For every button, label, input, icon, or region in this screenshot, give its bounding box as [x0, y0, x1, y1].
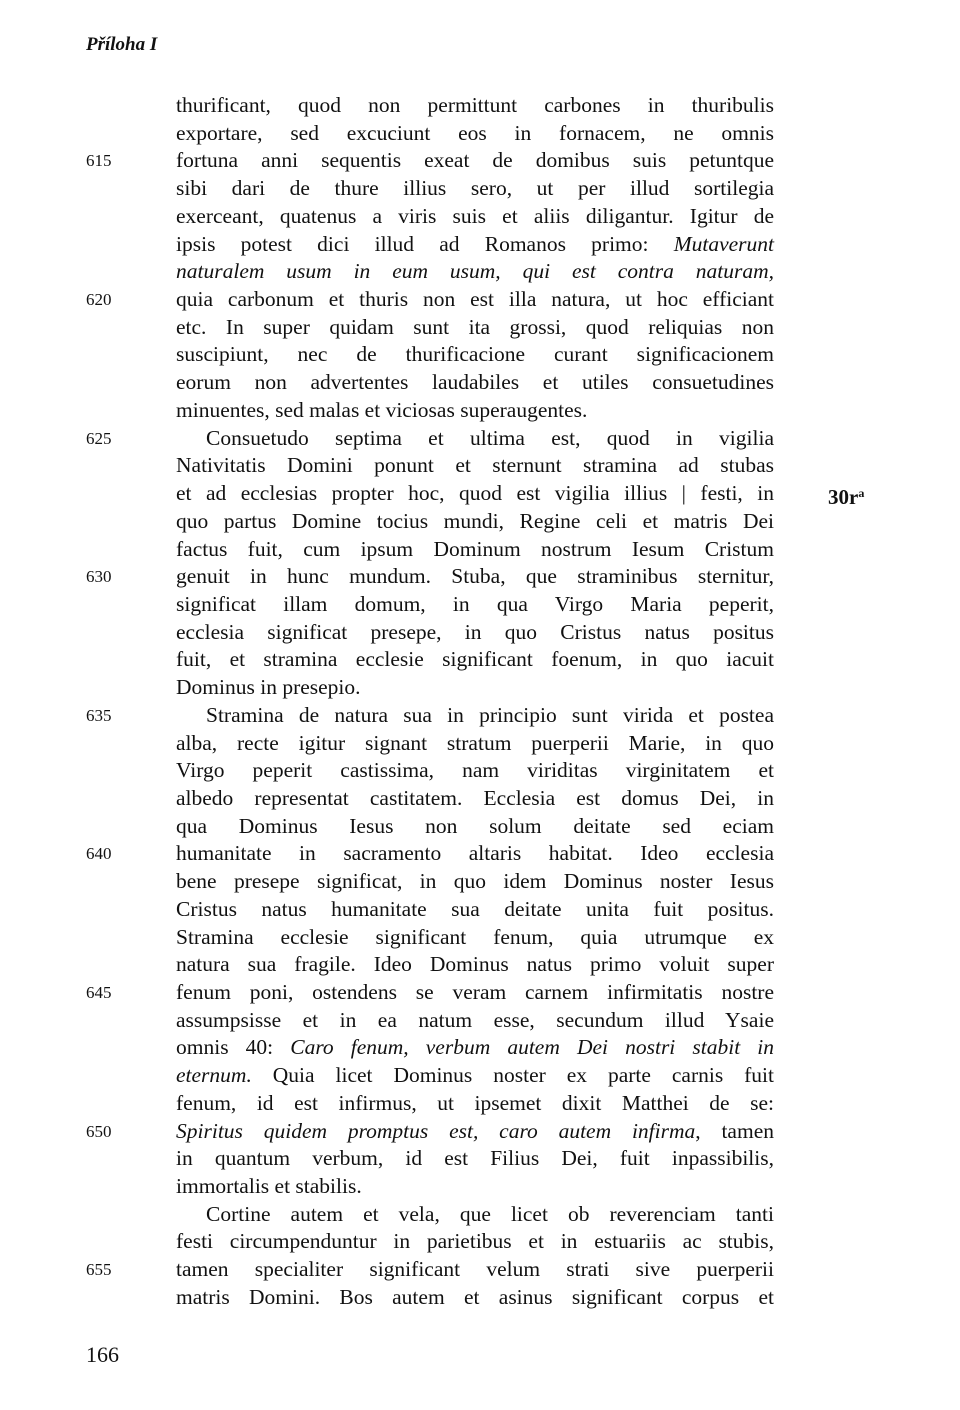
- text-segment: et ad ecclesias propter hoc, quod est vigilia illius | festi, in: [176, 481, 774, 506]
- line-number: 620: [86, 290, 112, 310]
- italic-quote: Caro fenum, verbum autem Dei nostri stabit in: [290, 1035, 774, 1060]
- text-line: [176, 147, 774, 175]
- text-line: [176, 591, 774, 619]
- text-segment: Consuetudo septima et ultima est, quod in vigilia: [206, 425, 774, 450]
- text-line: [176, 1228, 774, 1256]
- text-segment: in quantum verbum, id est Filius Dei, fuit inpassibilis,: [176, 1146, 774, 1171]
- text-segment: quia carbonum et thuris non est illa natura, ut hoc efficiant: [176, 287, 774, 312]
- line-number: 630: [86, 567, 112, 587]
- text-segment: Nativitatis Domini ponunt et sternunt stramina ad stubas: [176, 453, 774, 478]
- text-line: [176, 730, 774, 758]
- text-segment: Stramina de natura sua in principio sunt virida et postea: [206, 702, 774, 727]
- text-segment: Stramina ecclesie significant fenum, quia utrumque ex: [176, 924, 774, 949]
- text-line: [176, 674, 774, 702]
- text-line: [176, 508, 774, 536]
- text-segment: assumpsisse et in ea natum esse, secundum illud Ysaie: [176, 1007, 774, 1032]
- italic-quote: Spiritus quidem promptus est, caro autem infirma: [176, 1118, 696, 1143]
- text-segment: ecclesia significat presepe, in quo Cristus natus positus: [176, 619, 774, 644]
- line-number: 615: [86, 151, 112, 171]
- text-line: [176, 702, 774, 730]
- text-segment: immortalis et stabilis.: [176, 1174, 362, 1199]
- text-segment: etc. In super quidam sunt ita grossi, quod reliquias non: [176, 314, 774, 339]
- text-line: [176, 951, 774, 979]
- text-segment: fenum poni, ostendens se veram carnem infirmitatis nostre: [176, 980, 774, 1004]
- folio-sup: a: [858, 486, 865, 501]
- text-line: [176, 1062, 774, 1090]
- text-line: [176, 175, 774, 203]
- text-line: [176, 480, 774, 508]
- text-line: [176, 231, 774, 259]
- text-segment: fuit, et stramina ecclesie significant foenum, in quo iacuit: [176, 647, 774, 672]
- text-segment: ipsis potest dici illud ad Romanos primo:: [176, 231, 674, 256]
- text-line: [176, 1145, 774, 1173]
- text-line: [176, 1034, 774, 1062]
- page-number: 166: [86, 1342, 119, 1367]
- italic-quote: Mutaverunt: [673, 231, 774, 256]
- text-line: [176, 536, 774, 564]
- text-segment: Cristus natus humanitate sua deitate unita fuit positus.: [176, 896, 774, 921]
- text-segment: albedo representat castitatem. Ecclesia est domus Dei, in: [176, 785, 774, 810]
- text-line: [176, 258, 774, 286]
- text-line: [176, 120, 774, 148]
- text-segment: Dominus in presepio.: [176, 675, 361, 700]
- text-segment: fenum, id est infirmus, ut ipsemet dixit Matthei de se:: [176, 1090, 774, 1115]
- text-segment: exerceant, quatenus a viris suis et aliis diligantur. Igitur de: [176, 203, 774, 228]
- text-segment: exportare, sed excuciunt eos in fornacem, ne omnis: [176, 120, 774, 145]
- line-number: 655: [86, 1260, 112, 1280]
- text-segment: omnis 40:: [176, 1035, 291, 1060]
- text-line: [176, 979, 774, 1007]
- text-segment: bene presepe significat, in quo idem Dominus noster Iesus: [176, 869, 774, 894]
- text-line: [176, 785, 774, 813]
- text-segment: suscipiunt, nec de thurificacione curant significacionem: [176, 342, 774, 367]
- text-segment: natura sua fragile. Ideo Dominus natus primo voluit super: [176, 952, 774, 977]
- text-line: [176, 1256, 774, 1284]
- text-segment: Quia licet Dominus noster ex parte carnis fuit: [251, 1063, 774, 1088]
- text-line: [176, 563, 774, 591]
- text-segment: factus fuit, cum ipsum Dominum nostrum Iesum Cristum: [176, 536, 774, 561]
- text-segment: matris Domini. Bos autem et asinus significant corpus et: [176, 1284, 774, 1309]
- text-line: [176, 1090, 774, 1118]
- text-segment: thurificant, quod non permittunt carbones in thuribulis: [176, 93, 774, 117]
- text-line: [176, 840, 774, 868]
- line-number: 640: [86, 844, 112, 864]
- line-number: 635: [86, 705, 112, 725]
- text-line: [176, 1007, 774, 1035]
- text-line: [176, 1173, 774, 1201]
- text-line: [176, 369, 774, 397]
- line-number: 625: [86, 428, 112, 448]
- text-line: [176, 1284, 774, 1312]
- text-segment: Virgo peperit castissima, nam viriditas virginitatem et: [176, 758, 774, 783]
- text-line: [176, 452, 774, 480]
- text-line: [176, 286, 774, 314]
- running-head: Příloha I: [86, 34, 158, 55]
- text-segment: , tamen: [695, 1118, 774, 1143]
- text-segment: Cortine autem et vela, que licet ob reverenciam tanti: [206, 1201, 774, 1226]
- text-line: [176, 203, 774, 231]
- text-line: [176, 813, 774, 841]
- text-line: [176, 646, 774, 674]
- text-line: [176, 425, 774, 453]
- italic-quote: naturalem usum in eum usum, qui est contra naturam,: [176, 259, 774, 284]
- text-line: [176, 924, 774, 952]
- main-text: [176, 92, 774, 1312]
- text-line: [176, 896, 774, 924]
- text-segment: qua Dominus Iesus non solum deitate sed eciam: [176, 813, 774, 838]
- folio-marker: [828, 480, 864, 508]
- italic-quote: eternum.: [176, 1063, 252, 1088]
- text-line: [176, 341, 774, 369]
- text-segment: genuit in hunc mundum. Stuba, que straminibus sternitur,: [176, 564, 774, 589]
- text-segment: festi circumpenduntur in parietibus et in estuariis ac stubis,: [176, 1229, 774, 1254]
- text-line: [176, 1201, 774, 1229]
- line-number: 650: [86, 1121, 112, 1141]
- text-line: [176, 92, 774, 120]
- text-line: [176, 314, 774, 342]
- text-segment: fortuna anni sequentis exeat de domibus suis petuntque: [176, 148, 774, 173]
- text-line: [176, 1118, 774, 1146]
- text-segment: eorum non advertentes laudabiles et utiles consuetudines: [176, 370, 774, 395]
- text-line: [176, 619, 774, 647]
- text-line: [176, 868, 774, 896]
- text-segment: humanitate in sacramento altaris habitat. Ideo ecclesia: [176, 841, 774, 866]
- text-segment: minuentes, sed malas et viciosas superaugentes.: [176, 397, 588, 422]
- text-line: [176, 397, 774, 425]
- text-segment: tamen specialiter significant velum strati sive puerperii: [176, 1257, 774, 1282]
- text-segment: alba, recte igitur signant stratum puerperii Marie, in quo: [176, 730, 774, 755]
- folio-label: 30r: [828, 485, 859, 510]
- text-segment: sibi dari de thure illius sero, ut per illud sortilegia: [176, 176, 774, 201]
- text-segment: quo partus Domine tocius mundi, Regine celi et matris Dei: [176, 508, 774, 533]
- text-line: [176, 757, 774, 785]
- text-segment: significat illam domum, in qua Virgo Maria peperit,: [176, 591, 774, 616]
- line-number: 645: [86, 983, 112, 1003]
